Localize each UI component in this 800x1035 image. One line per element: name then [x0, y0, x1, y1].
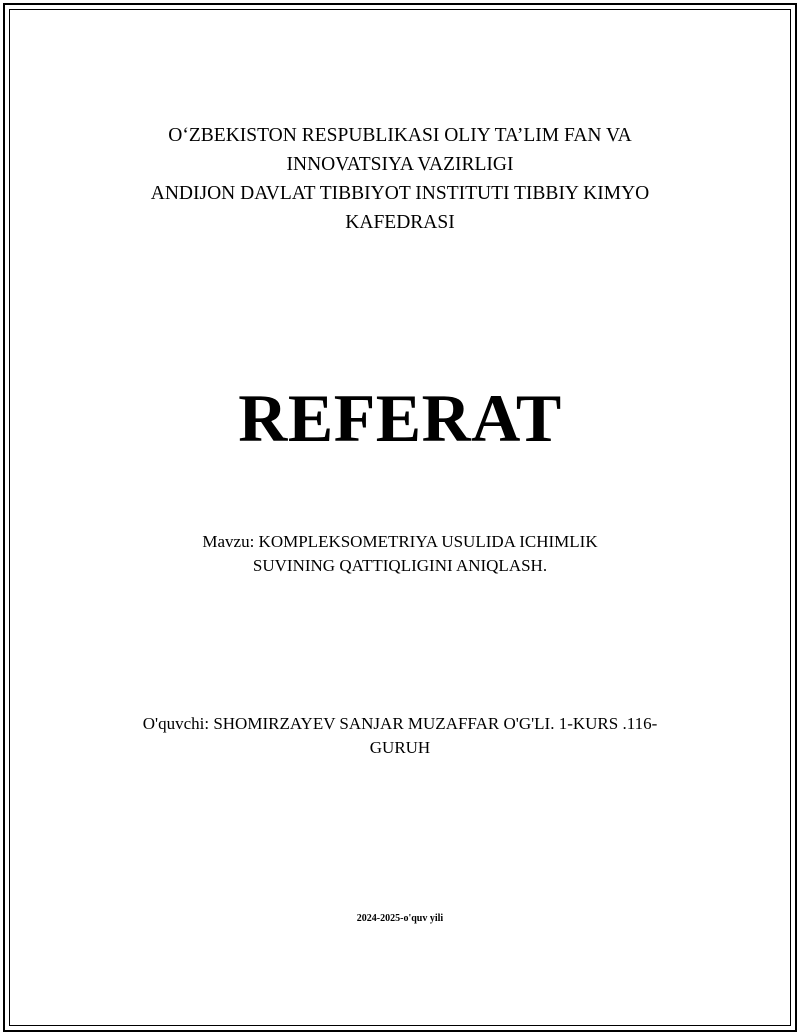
document-title: REFERAT: [238, 380, 562, 456]
ministry-line-1: O‘ZBEKISTON RESPUBLIKASI OLIY TA’LIM FAN VA: [168, 125, 632, 146]
topic: [0, 530, 800, 578]
institute-line-2: KAFEDRASI: [345, 212, 455, 233]
topic-line-1: Mavzu: KOMPLEKSOMETRIYA USULIDA ICHIMLIK: [202, 532, 598, 551]
institute-line-1: ANDIJON DAVLAT TIBBIYOT INSTITUTI TIBBIY KIMYO: [150, 183, 650, 204]
student-line-2: GURUH: [369, 738, 431, 757]
student-info: [0, 712, 800, 760]
academic-year: 2024-2025-o'quv yili: [356, 913, 444, 924]
ministry-header: [0, 121, 800, 237]
student-line-1: O'quvchi: SHOMIRZAYEV SANJAR MUZAFFAR O'G'LI. 1-KURS .116-: [142, 714, 658, 733]
topic-line-2: SUVINING QATTIQLIGINI ANIQLASH.: [252, 556, 548, 575]
ministry-line-2: INNOVATSIYA VAZIRLIGI: [286, 154, 514, 175]
